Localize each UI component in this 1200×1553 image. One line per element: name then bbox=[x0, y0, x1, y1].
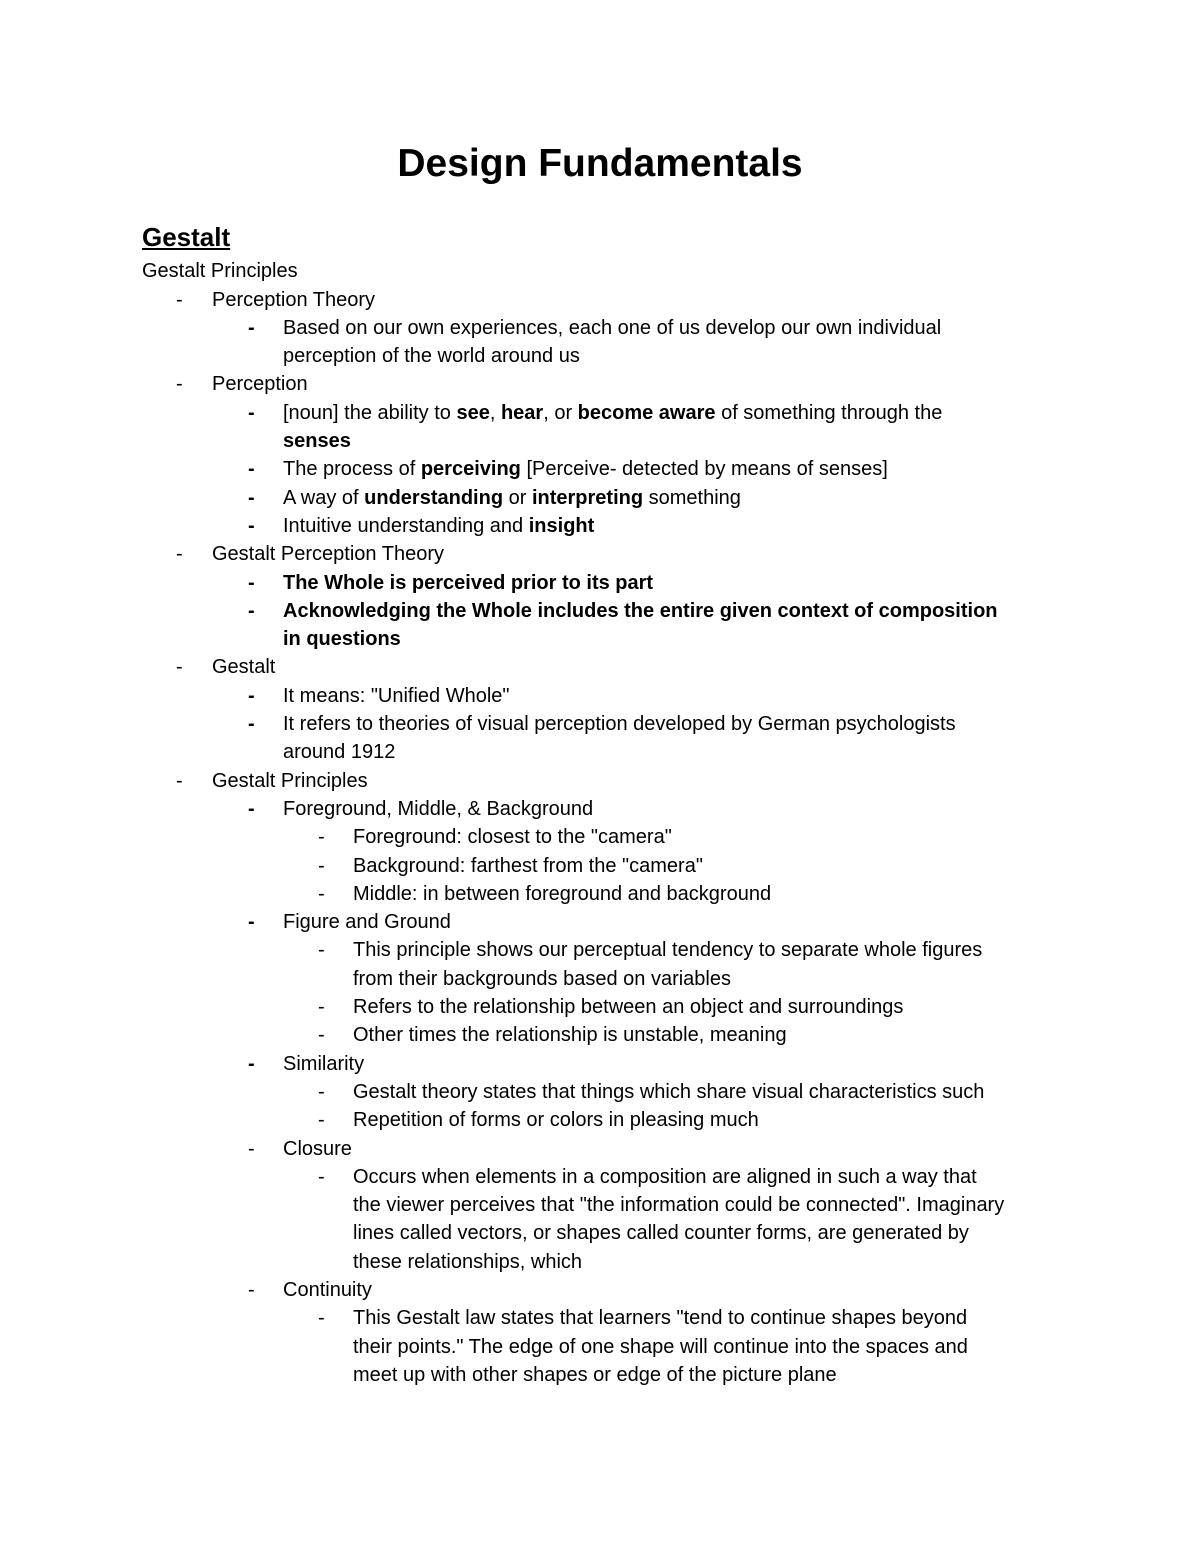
text-segment: It means: "Unified Whole" bbox=[283, 684, 510, 707]
bullet-dash: - bbox=[318, 1024, 325, 1047]
text-segment: these relationships, which bbox=[353, 1250, 583, 1273]
outline-item-level-3 bbox=[353, 1191, 1004, 1219]
outline-item-level-2 bbox=[283, 795, 593, 823]
bullet-dash: - bbox=[176, 656, 183, 679]
bullet-dash: - bbox=[176, 769, 183, 792]
text-segment: Gestalt Perception Theory bbox=[212, 543, 444, 566]
outline-item-level-2 bbox=[283, 569, 653, 597]
text-segment: Figure and Ground bbox=[283, 911, 451, 934]
text-segment: the viewer perceives that "the information could be connected". Imaginary bbox=[353, 1194, 1005, 1217]
text-segment: Refers to the relationship between an object and surroundings bbox=[353, 996, 904, 1018]
bullet-dash: - bbox=[248, 911, 255, 934]
text-segment: their points." The edge of one shape will continue into the spaces and bbox=[353, 1335, 968, 1358]
text-segment: or bbox=[503, 486, 532, 509]
text-segment: Middle: in between foreground and background bbox=[353, 882, 772, 905]
text-segment: of something through the bbox=[715, 401, 943, 424]
bullet-dash: - bbox=[248, 458, 255, 481]
bullet-dash: - bbox=[318, 1307, 325, 1330]
bold-text: Acknowledging the Whole includes the entire given context of composition bbox=[283, 599, 998, 622]
document-title: Design Fundamentals bbox=[397, 142, 803, 185]
text-segment: Foreground: closest to the "camera" bbox=[353, 826, 672, 849]
bold-text: senses bbox=[283, 430, 351, 452]
outline-item-level-2 bbox=[283, 1135, 352, 1163]
bullet-dash: - bbox=[318, 1109, 325, 1132]
bullet-dash: - bbox=[248, 571, 255, 594]
outline-item-level-2 bbox=[283, 1050, 364, 1078]
outline-item-level-2 bbox=[283, 342, 580, 370]
text-segment: Perception bbox=[212, 373, 308, 396]
text-segment: Gestalt bbox=[212, 656, 276, 679]
text-segment: The process of bbox=[283, 458, 421, 481]
text-segment: [Perceive- detected by means of senses] bbox=[520, 458, 888, 481]
outline-item-level-1 bbox=[212, 286, 375, 314]
outline-item-level-3 bbox=[353, 1078, 984, 1106]
text-segment: This principle shows our perceptual tendency to separate whole figures bbox=[353, 939, 983, 962]
outline-item-level-2 bbox=[283, 738, 395, 766]
bold-text: become aware bbox=[577, 401, 716, 424]
text-segment: It refers to theories of visual perception developed by German psychologists bbox=[283, 713, 956, 735]
text-segment: [noun] the ability to bbox=[283, 401, 457, 424]
bold-text: hear bbox=[500, 401, 544, 424]
outline-item-level-2 bbox=[283, 314, 941, 342]
outline-item-level-3 bbox=[353, 1304, 967, 1332]
text-segment: Background: farthest from the "camera" bbox=[353, 854, 703, 877]
outline-item-level-3 bbox=[353, 1248, 582, 1276]
outline-item-level-2 bbox=[283, 1276, 372, 1304]
text-segment: Continuity bbox=[283, 1279, 372, 1301]
outline-item-level-1 bbox=[212, 767, 368, 795]
bullet-dash: - bbox=[248, 713, 255, 735]
bold-text: The Whole is perceived prior to its part bbox=[283, 571, 654, 594]
bullet-dash: - bbox=[318, 939, 325, 962]
text-segment: Gestalt Principles bbox=[212, 769, 368, 792]
bullet-dash: - bbox=[248, 316, 255, 339]
outline-item-level-2 bbox=[283, 512, 594, 540]
text-segment: lines called vectors, or shapes called counter forms, are generated by bbox=[353, 1222, 969, 1245]
outline-item-level-2 bbox=[283, 399, 942, 427]
outline-item-level-3 bbox=[353, 1219, 969, 1247]
text-segment: A way of bbox=[283, 486, 365, 509]
outline-item-level-2 bbox=[283, 484, 741, 512]
intro-line: Gestalt Principles bbox=[142, 260, 298, 282]
text-segment: Other times the relationship is unstable, meaning bbox=[353, 1024, 787, 1047]
bullet-dash: - bbox=[248, 401, 255, 424]
text-segment: Perception Theory bbox=[212, 288, 376, 311]
bullet-dash: - bbox=[176, 288, 183, 311]
bold-text: understanding bbox=[364, 486, 504, 509]
text-segment: Similarity bbox=[283, 1052, 365, 1075]
bullet-dash: - bbox=[248, 514, 255, 537]
text-segment: Foreground, Middle, & Background bbox=[283, 797, 594, 820]
bullet-dash: - bbox=[248, 1052, 255, 1075]
text-segment: something bbox=[643, 486, 741, 509]
section-heading: Gestalt bbox=[142, 222, 231, 252]
outline-item-level-3 bbox=[353, 1106, 759, 1134]
outline-item-level-3 bbox=[353, 880, 771, 908]
text-segment: around 1912 bbox=[283, 741, 396, 764]
bold-text: interpreting bbox=[531, 486, 644, 509]
bullet-dash: - bbox=[248, 486, 255, 509]
outline-item-level-3 bbox=[353, 823, 672, 851]
text-segment: , bbox=[489, 401, 501, 424]
bullet-dash: - bbox=[248, 797, 255, 820]
bullet-dash: - bbox=[248, 1279, 255, 1301]
text-segment: Occurs when elements in a composition are aligned in such a way that bbox=[353, 1165, 977, 1188]
bullet-dash: - bbox=[176, 543, 183, 566]
text-segment: Intuitive understanding and bbox=[283, 514, 529, 537]
bullet-dash: - bbox=[176, 373, 183, 396]
outline-item-level-2 bbox=[283, 682, 510, 710]
outline-item-level-3 bbox=[353, 1163, 977, 1191]
text-segment: Based on our own experiences, each one of us develop our own individual bbox=[283, 316, 942, 339]
bullet-dash: - bbox=[318, 1080, 325, 1103]
bold-text: perceiving bbox=[420, 458, 521, 481]
bullet-dash: - bbox=[318, 826, 325, 849]
text-segment: perception of the world around us bbox=[283, 345, 580, 368]
text-segment: from their backgrounds based on variables bbox=[353, 967, 731, 990]
bullet-dash: - bbox=[248, 1137, 255, 1160]
outline-item-level-2 bbox=[283, 625, 401, 653]
bullet-dash: - bbox=[318, 854, 325, 877]
bullet-dash: - bbox=[248, 684, 255, 707]
bullet-dash: - bbox=[318, 882, 325, 905]
bullet-dash: - bbox=[318, 996, 325, 1018]
outline-item-level-3 bbox=[353, 993, 903, 1021]
outline-item-level-2 bbox=[283, 908, 451, 936]
text-segment: This Gestalt law states that learners "tend to continue shapes beyond bbox=[353, 1307, 968, 1330]
bold-text: see bbox=[456, 401, 490, 424]
outline-item-level-2 bbox=[283, 710, 956, 738]
outline-item-level-1 bbox=[212, 370, 308, 398]
bullet-dash: - bbox=[248, 599, 255, 622]
text-segment: meet up with other shapes or edge of the picture plane bbox=[353, 1363, 837, 1386]
bold-text: in questions bbox=[283, 628, 401, 651]
outline-item-level-3 bbox=[353, 1333, 968, 1361]
bullet-dash: - bbox=[318, 1165, 325, 1188]
outline-item-level-1 bbox=[212, 653, 275, 681]
outline-item-level-3 bbox=[353, 936, 982, 964]
outline-item-level-3 bbox=[353, 1021, 787, 1049]
outline-item-level-2 bbox=[283, 427, 351, 455]
bold-text: insight bbox=[528, 514, 595, 537]
text-segment: Closure bbox=[283, 1137, 352, 1160]
text-segment: , or bbox=[543, 401, 578, 424]
outline-item-level-2 bbox=[283, 455, 888, 483]
outline-item-level-3 bbox=[353, 965, 731, 993]
outline-item-level-3 bbox=[353, 852, 703, 880]
outline-item-level-3 bbox=[353, 1361, 837, 1389]
text-segment: Gestalt theory states that things which share visual characteristics such bbox=[353, 1080, 985, 1103]
outline-item-level-2 bbox=[283, 597, 998, 625]
text-segment: Repetition of forms or colors in pleasing much bbox=[353, 1109, 759, 1132]
outline-item-level-1 bbox=[212, 540, 444, 568]
